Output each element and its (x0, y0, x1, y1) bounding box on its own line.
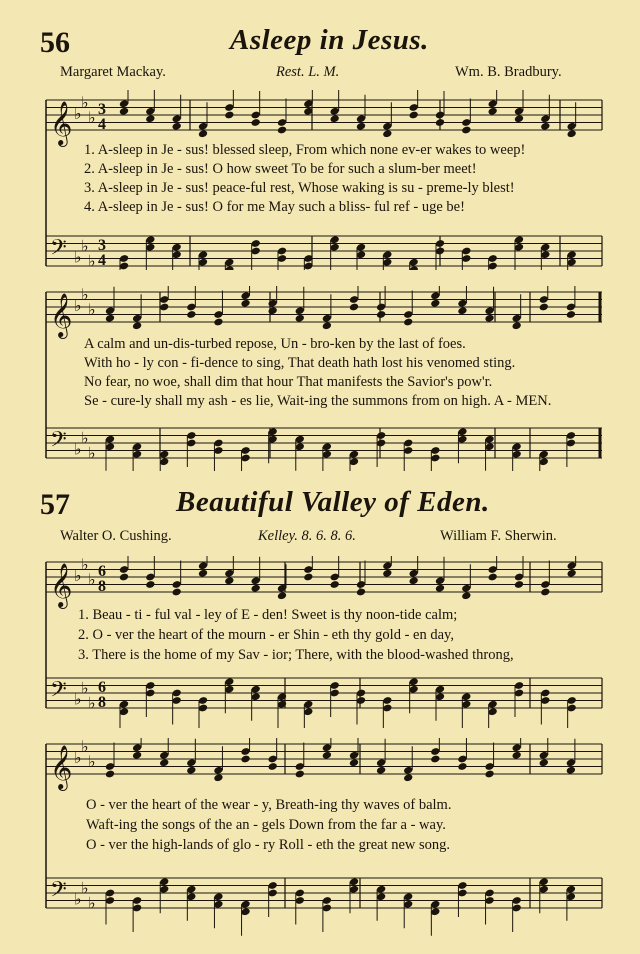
time-signature-bottom: 8 (98, 694, 106, 711)
flat-icon: ♭ (74, 247, 82, 267)
flat-icon: ♭ (74, 748, 82, 767)
bass-clef-icon: 𝄢 (50, 427, 67, 458)
lyric-line: 3. A-sleep in Je - sus! peace-ful rest, Whose waking is su - preme-ly blest! (84, 180, 515, 196)
note-head (251, 118, 261, 127)
bass-clef-icon: 𝄢 (50, 877, 67, 908)
flat-icon: ♭ (81, 92, 89, 112)
flat-icon: ♭ (74, 296, 82, 315)
note-head (172, 588, 182, 597)
note-head (514, 580, 524, 589)
hymn-composer: William F. Sherwin. (440, 528, 557, 544)
note-head (303, 573, 313, 582)
lyric-line: With ho - ly con - fi-dence to sing, That death hath lost his venomed sting. (84, 355, 516, 371)
note-head (277, 591, 287, 600)
note-head (145, 580, 155, 589)
note-head (198, 569, 208, 578)
note-head (322, 321, 332, 330)
lyric-line: 4. A-sleep in Je - sus! O for me May such a bliss- ful ref - uge be! (84, 199, 465, 215)
flat-icon: ♭ (81, 678, 89, 698)
note-head (268, 306, 278, 315)
note-head (356, 588, 366, 597)
note-head (540, 122, 550, 131)
note-head (409, 576, 419, 585)
lyric-line: No fear, no woe, shall dim that hour That manifests the Savior's pow'r. (84, 374, 493, 390)
flat-icon: ♭ (81, 236, 89, 256)
note-head (514, 114, 524, 123)
time-signature-top: 6 (98, 679, 106, 696)
note-head (457, 306, 467, 315)
note-head (539, 303, 549, 312)
note-head (240, 299, 250, 308)
flat-icon: ♭ (81, 556, 89, 574)
note-head (295, 770, 305, 779)
flat-icon: ♭ (74, 439, 82, 459)
note-head (322, 751, 332, 760)
note-head (172, 122, 182, 131)
note-head (382, 569, 392, 578)
flat-icon: ♭ (81, 428, 89, 448)
flat-icon: ♭ (81, 878, 89, 898)
flat-icon: ♭ (88, 299, 96, 319)
note-head (430, 299, 440, 308)
time-signature-bottom: 4 (98, 116, 106, 133)
hymn-composer: Wm. B. Bradbury. (455, 64, 562, 80)
lyric-line: A calm and un-dis-turbed repose, Un - bro-ken by the last of foes. (84, 336, 466, 352)
note-head (186, 766, 196, 775)
hymn-number: 56 (40, 26, 70, 59)
note-head (132, 751, 142, 760)
treble-clef-icon: 𝄞 (50, 563, 73, 607)
note-head (349, 303, 359, 312)
note-head (330, 114, 340, 123)
note-head (159, 303, 169, 312)
note-head (457, 762, 467, 771)
hymn-title: Beautiful Valley of Eden. (176, 486, 490, 518)
note-head (540, 588, 550, 597)
time-signature-top: 3 (98, 237, 106, 254)
note-head (409, 111, 419, 120)
note-head (430, 755, 440, 764)
note-head (461, 126, 471, 135)
bass-clef-icon: 𝄢 (50, 677, 67, 708)
note-head (240, 755, 250, 764)
time-signature-top: 3 (98, 101, 106, 118)
note-head (512, 751, 522, 760)
note-head (484, 314, 494, 323)
hymn-title: Asleep in Jesus. (230, 24, 429, 56)
flat-icon: ♭ (81, 286, 89, 304)
note-head (435, 118, 445, 127)
flat-icon: ♭ (74, 104, 82, 123)
note-head (349, 758, 359, 767)
lyric-line: 1. A-sleep in Je - sus! blessed sleep, From which none ev-er wakes to weep! (84, 142, 526, 158)
note-head (539, 758, 549, 767)
note-head (403, 318, 413, 327)
flat-icon: ♭ (88, 893, 96, 913)
flat-icon: ♭ (74, 566, 82, 585)
note-head (251, 584, 261, 593)
note-head (484, 770, 494, 779)
lyric-line: Waft-ing the songs of the an - gels Down from the far a - way. (86, 817, 446, 833)
note-head (224, 111, 234, 120)
note-head (376, 310, 386, 319)
note-head (277, 126, 287, 135)
note-head (435, 584, 445, 593)
note-head (382, 129, 392, 138)
note-head (461, 591, 471, 600)
note-head (159, 758, 169, 767)
note-head (512, 321, 522, 330)
hymn-tune: Kelley. 8. 6. 8. 6. (258, 528, 356, 544)
flat-icon: ♭ (88, 751, 96, 771)
note-head (268, 762, 278, 771)
note-head (376, 766, 386, 775)
lyric-line: 1. Beau - ti - ful val - ley of E - den! Sweet is thy noon-tide calm; (78, 607, 458, 623)
lyric-line: O - ver the heart of the wear - y, Breath-ing thy waves of balm. (86, 797, 452, 813)
note-head (198, 129, 208, 138)
time-signature-bottom: 8 (98, 578, 106, 595)
note-head (213, 318, 223, 327)
note-head (145, 114, 155, 123)
note-head (213, 773, 223, 782)
hymn-author: Margaret Mackay. (60, 64, 166, 80)
flat-icon: ♭ (88, 251, 96, 270)
flat-icon: ♭ (88, 569, 96, 589)
treble-clef-icon: 𝄞 (50, 293, 73, 337)
note-head (105, 770, 115, 779)
treble-clef-icon: 𝄞 (50, 745, 73, 789)
note-head (566, 310, 576, 319)
note-head (224, 576, 234, 585)
note-head (186, 310, 196, 319)
lyric-line: 2. O - ver the heart of the mourn - er Shin - eth thy gold - en day, (78, 627, 454, 643)
note-head (403, 773, 413, 782)
note-head (488, 107, 498, 116)
note-head (119, 107, 129, 116)
lyric-line: 3. There is the home of my Sav - ior; There, with the blood-washed throng, (78, 647, 514, 663)
bass-clef-icon: 𝄢 (50, 235, 67, 266)
lyric-line: O - ver the high-lands of glo - ry Roll - eth the great new song. (86, 837, 451, 853)
note-head (105, 314, 115, 323)
note-head (488, 573, 498, 582)
lyric-line: 2. A-sleep in Je - sus! O how sweet To be for such a slum-ber meet! (84, 161, 477, 177)
note-head (567, 129, 577, 138)
time-signature-bottom: 4 (98, 252, 106, 269)
flat-icon: ♭ (88, 443, 96, 463)
flat-icon: ♭ (74, 689, 82, 709)
note-head (567, 569, 577, 578)
hymn-number: 57 (40, 488, 70, 521)
flat-icon: ♭ (81, 738, 89, 756)
treble-clef-icon: 𝄞 (50, 101, 73, 145)
lyric-line: Se - cure-ly shall my ash - es lie, Wait-ing the summons from on high. A - MEN. (84, 393, 552, 409)
note-head (356, 122, 366, 131)
flat-icon: ♭ (88, 693, 96, 713)
flat-icon: ♭ (74, 889, 82, 909)
hymn-tune: Rest. L. M. (276, 64, 340, 80)
hymn-author: Walter O. Cushing. (60, 528, 172, 544)
flat-icon: ♭ (88, 107, 96, 127)
note-head (295, 314, 305, 323)
time-signature-top: 6 (98, 563, 106, 580)
note-head (330, 580, 340, 589)
note-head (132, 321, 142, 330)
note-head (119, 573, 129, 582)
note-head (566, 766, 576, 775)
